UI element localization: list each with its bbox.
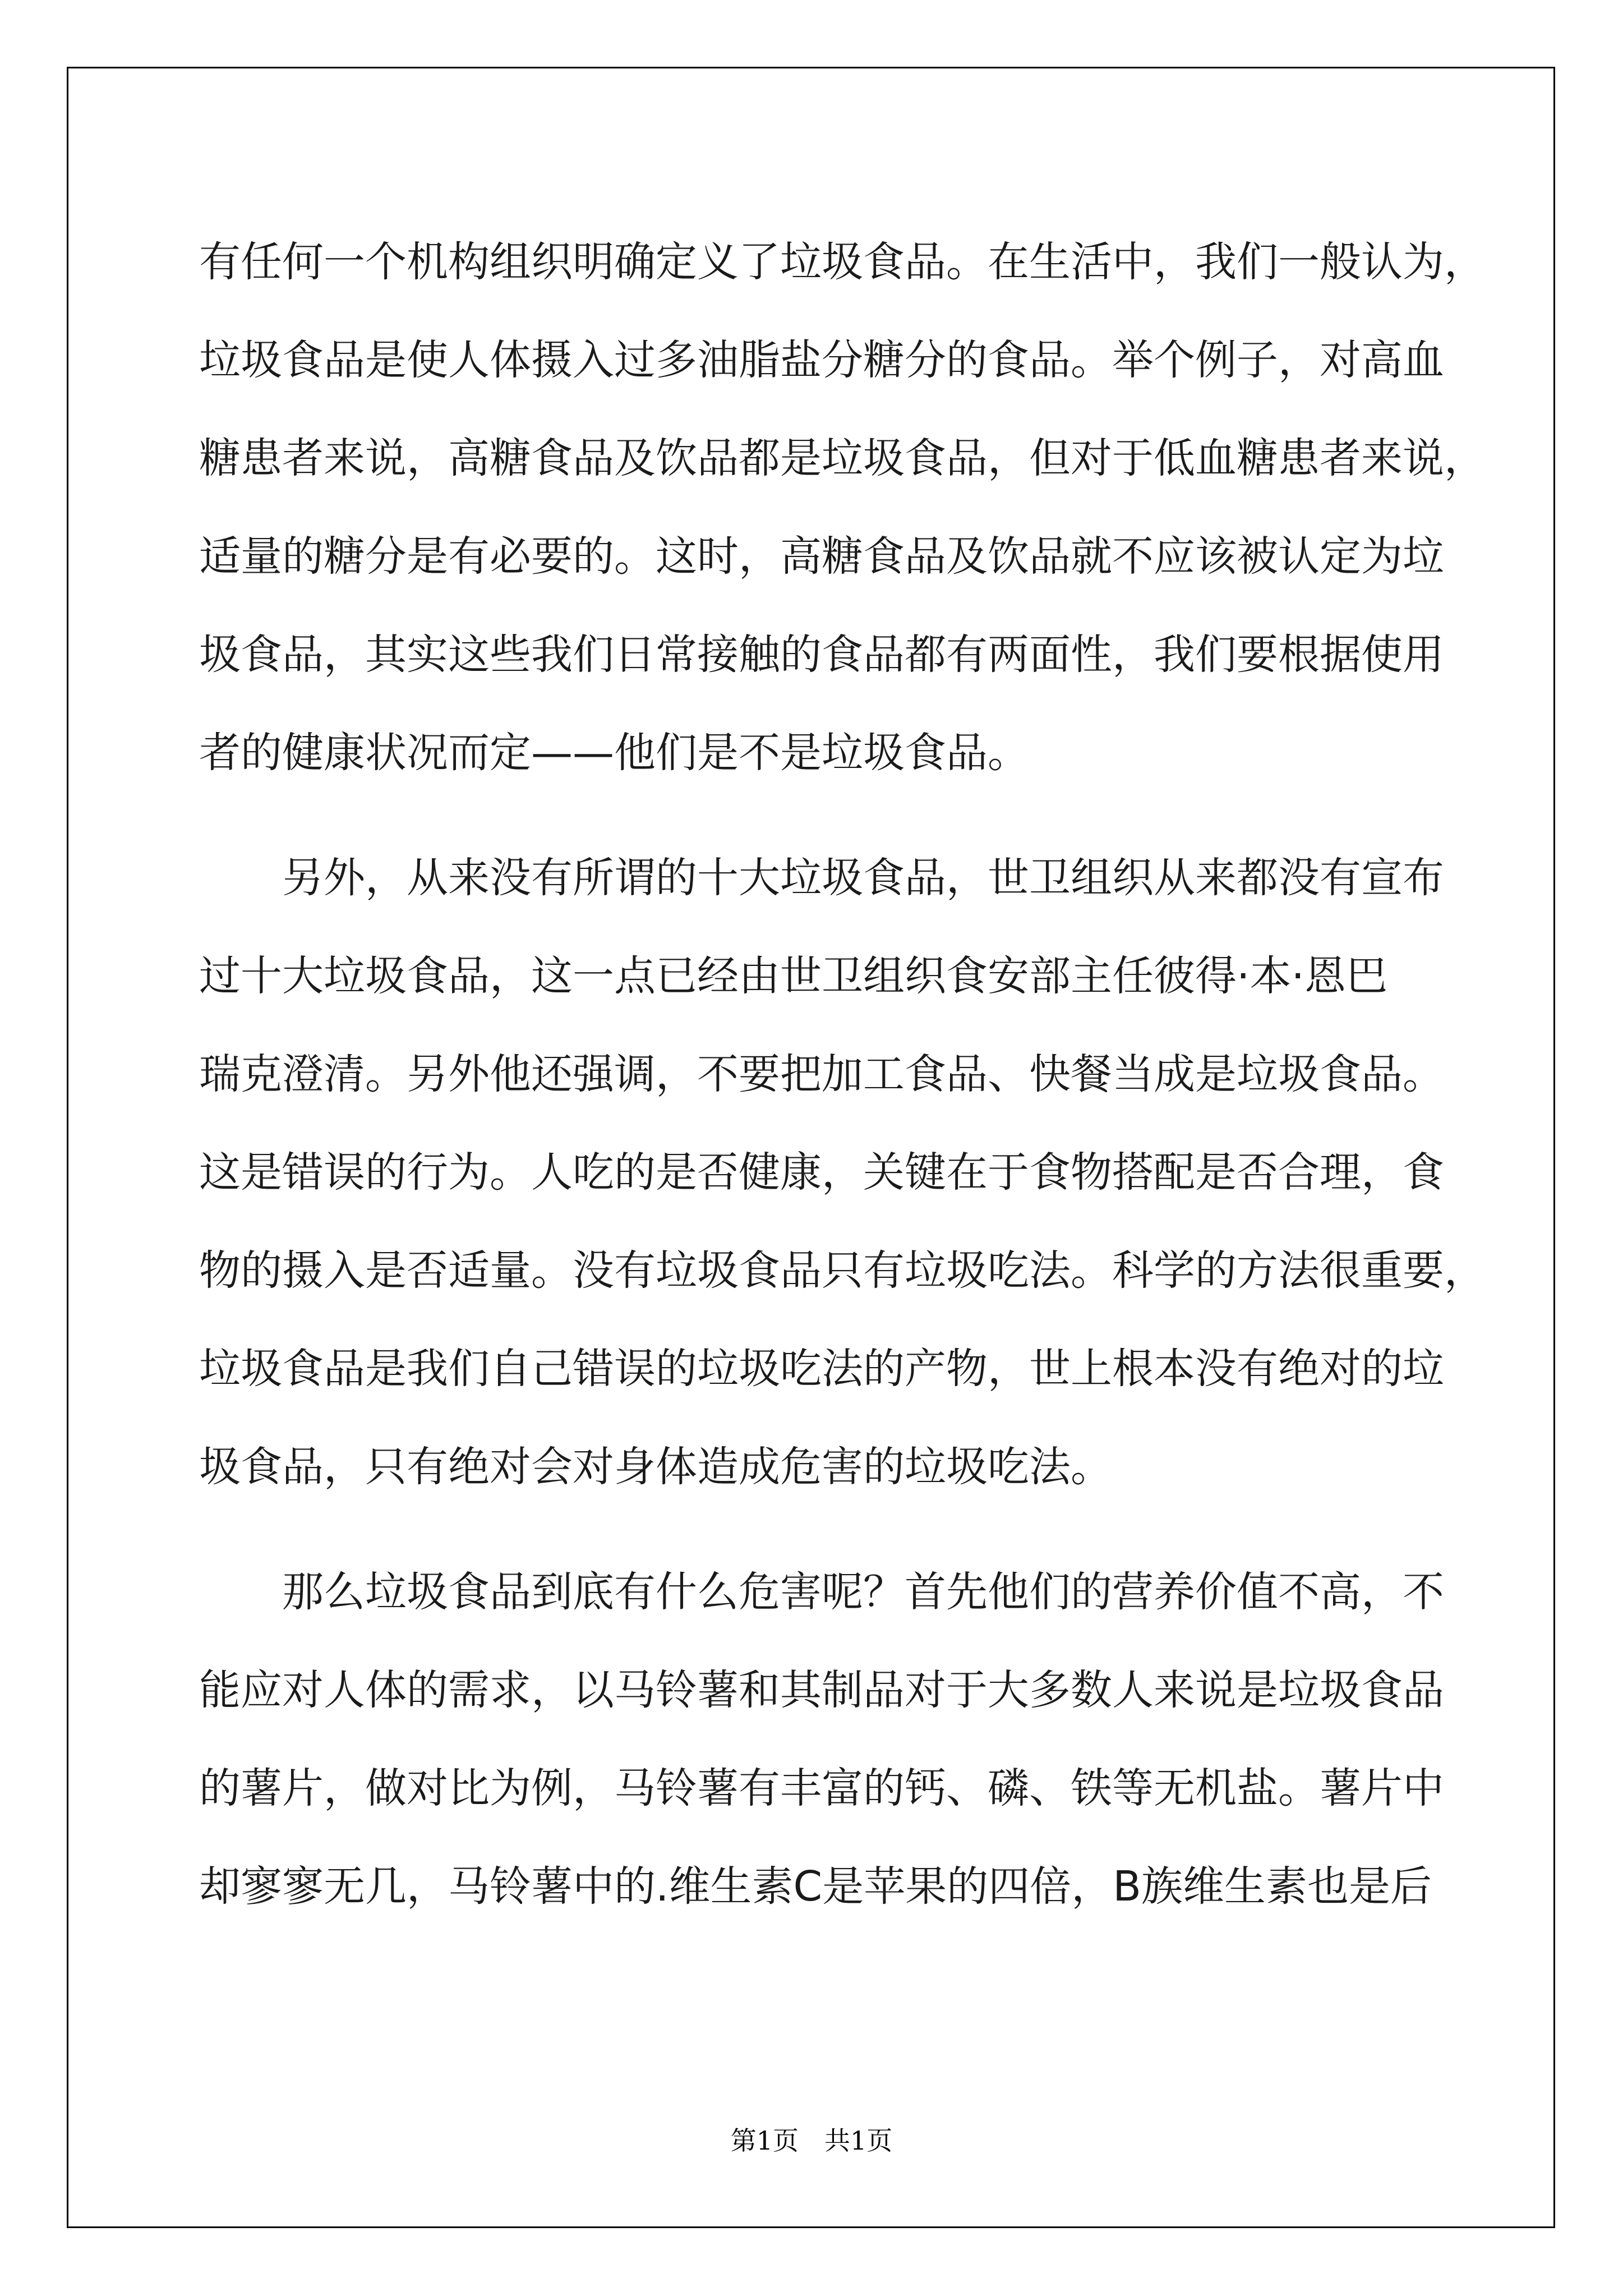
text-line: 那么垃圾食品到底有什么危害呢？首先他们的营养价值不高，不 (282, 1568, 1444, 1616)
page-number: 第1页 共1页 (730, 2125, 893, 2156)
text-line: 者的健康状况而定——他们是不是垃圾食品。 (199, 729, 1029, 777)
text-line: 却寥寥无几，马铃薯中的.维生素C是苹果的四倍，B族维生素也是后 (199, 1862, 1432, 1911)
text-line: 瑞克澄清。另外他还强调，不要把加工食品、快餐当成是垃圾食品。 (199, 1050, 1444, 1098)
text-line: 垃圾食品是我们自己错误的垃圾吃法的产物，世上根本没有绝对的垃 (199, 1345, 1444, 1393)
paragraph-spacer (199, 802, 1461, 829)
paragraph-1 (199, 213, 1486, 802)
text-line: 的薯片，做对比为例，马铃薯有丰富的钙、磷、铁等无机盐。薯片中 (199, 1764, 1444, 1812)
text-line: 物的摄入是否适量。没有垃圾食品只有垃圾吃法。科学的方法很重要， (199, 1246, 1486, 1295)
text-line: 有任何一个机构组织明确定义了垃圾食品。在生活中，我们一般认为， (199, 238, 1486, 286)
text-line: 圾食品，其实这些我们日常接触的食品都有两面性，我们要根据使用 (199, 631, 1444, 679)
paragraph-2 (199, 829, 1486, 1516)
text-line: 糖患者来说，高糖食品及饮品都是垃圾食品，但对于低血糖患者来说， (199, 434, 1486, 482)
page-footer (0, 2124, 1623, 2157)
text-line: 另外，从来没有所谓的十大垃圾食品，世卫组织从来都没有宣布 (282, 854, 1444, 902)
paragraph-spacer (199, 1516, 1461, 1543)
text-line: 这是错误的行为。人吃的是否健康，关键在于食物搭配是否合理，食 (199, 1148, 1444, 1197)
text-line: 圾食品，只有绝对会对身体造成危害的垃圾吃法。 (199, 1443, 1112, 1491)
document-body (199, 213, 1486, 1936)
text-line: 过十大垃圾食品，这一点已经由世卫组织食安部主任彼得·本·恩巴 (199, 952, 1388, 1000)
text-line: 垃圾食品是使人体摄入过多油脂盐分糖分的食品。举个例子，对高血 (199, 336, 1444, 384)
paragraph-3 (199, 1543, 1461, 1936)
text-line: 能应对人体的需求，以马铃薯和其制品对于大多数人来说是垃圾食品 (199, 1666, 1444, 1714)
text-line: 适量的糖分是有必要的。这时，高糖食品及饮品就不应该被认定为垃 (199, 532, 1444, 581)
